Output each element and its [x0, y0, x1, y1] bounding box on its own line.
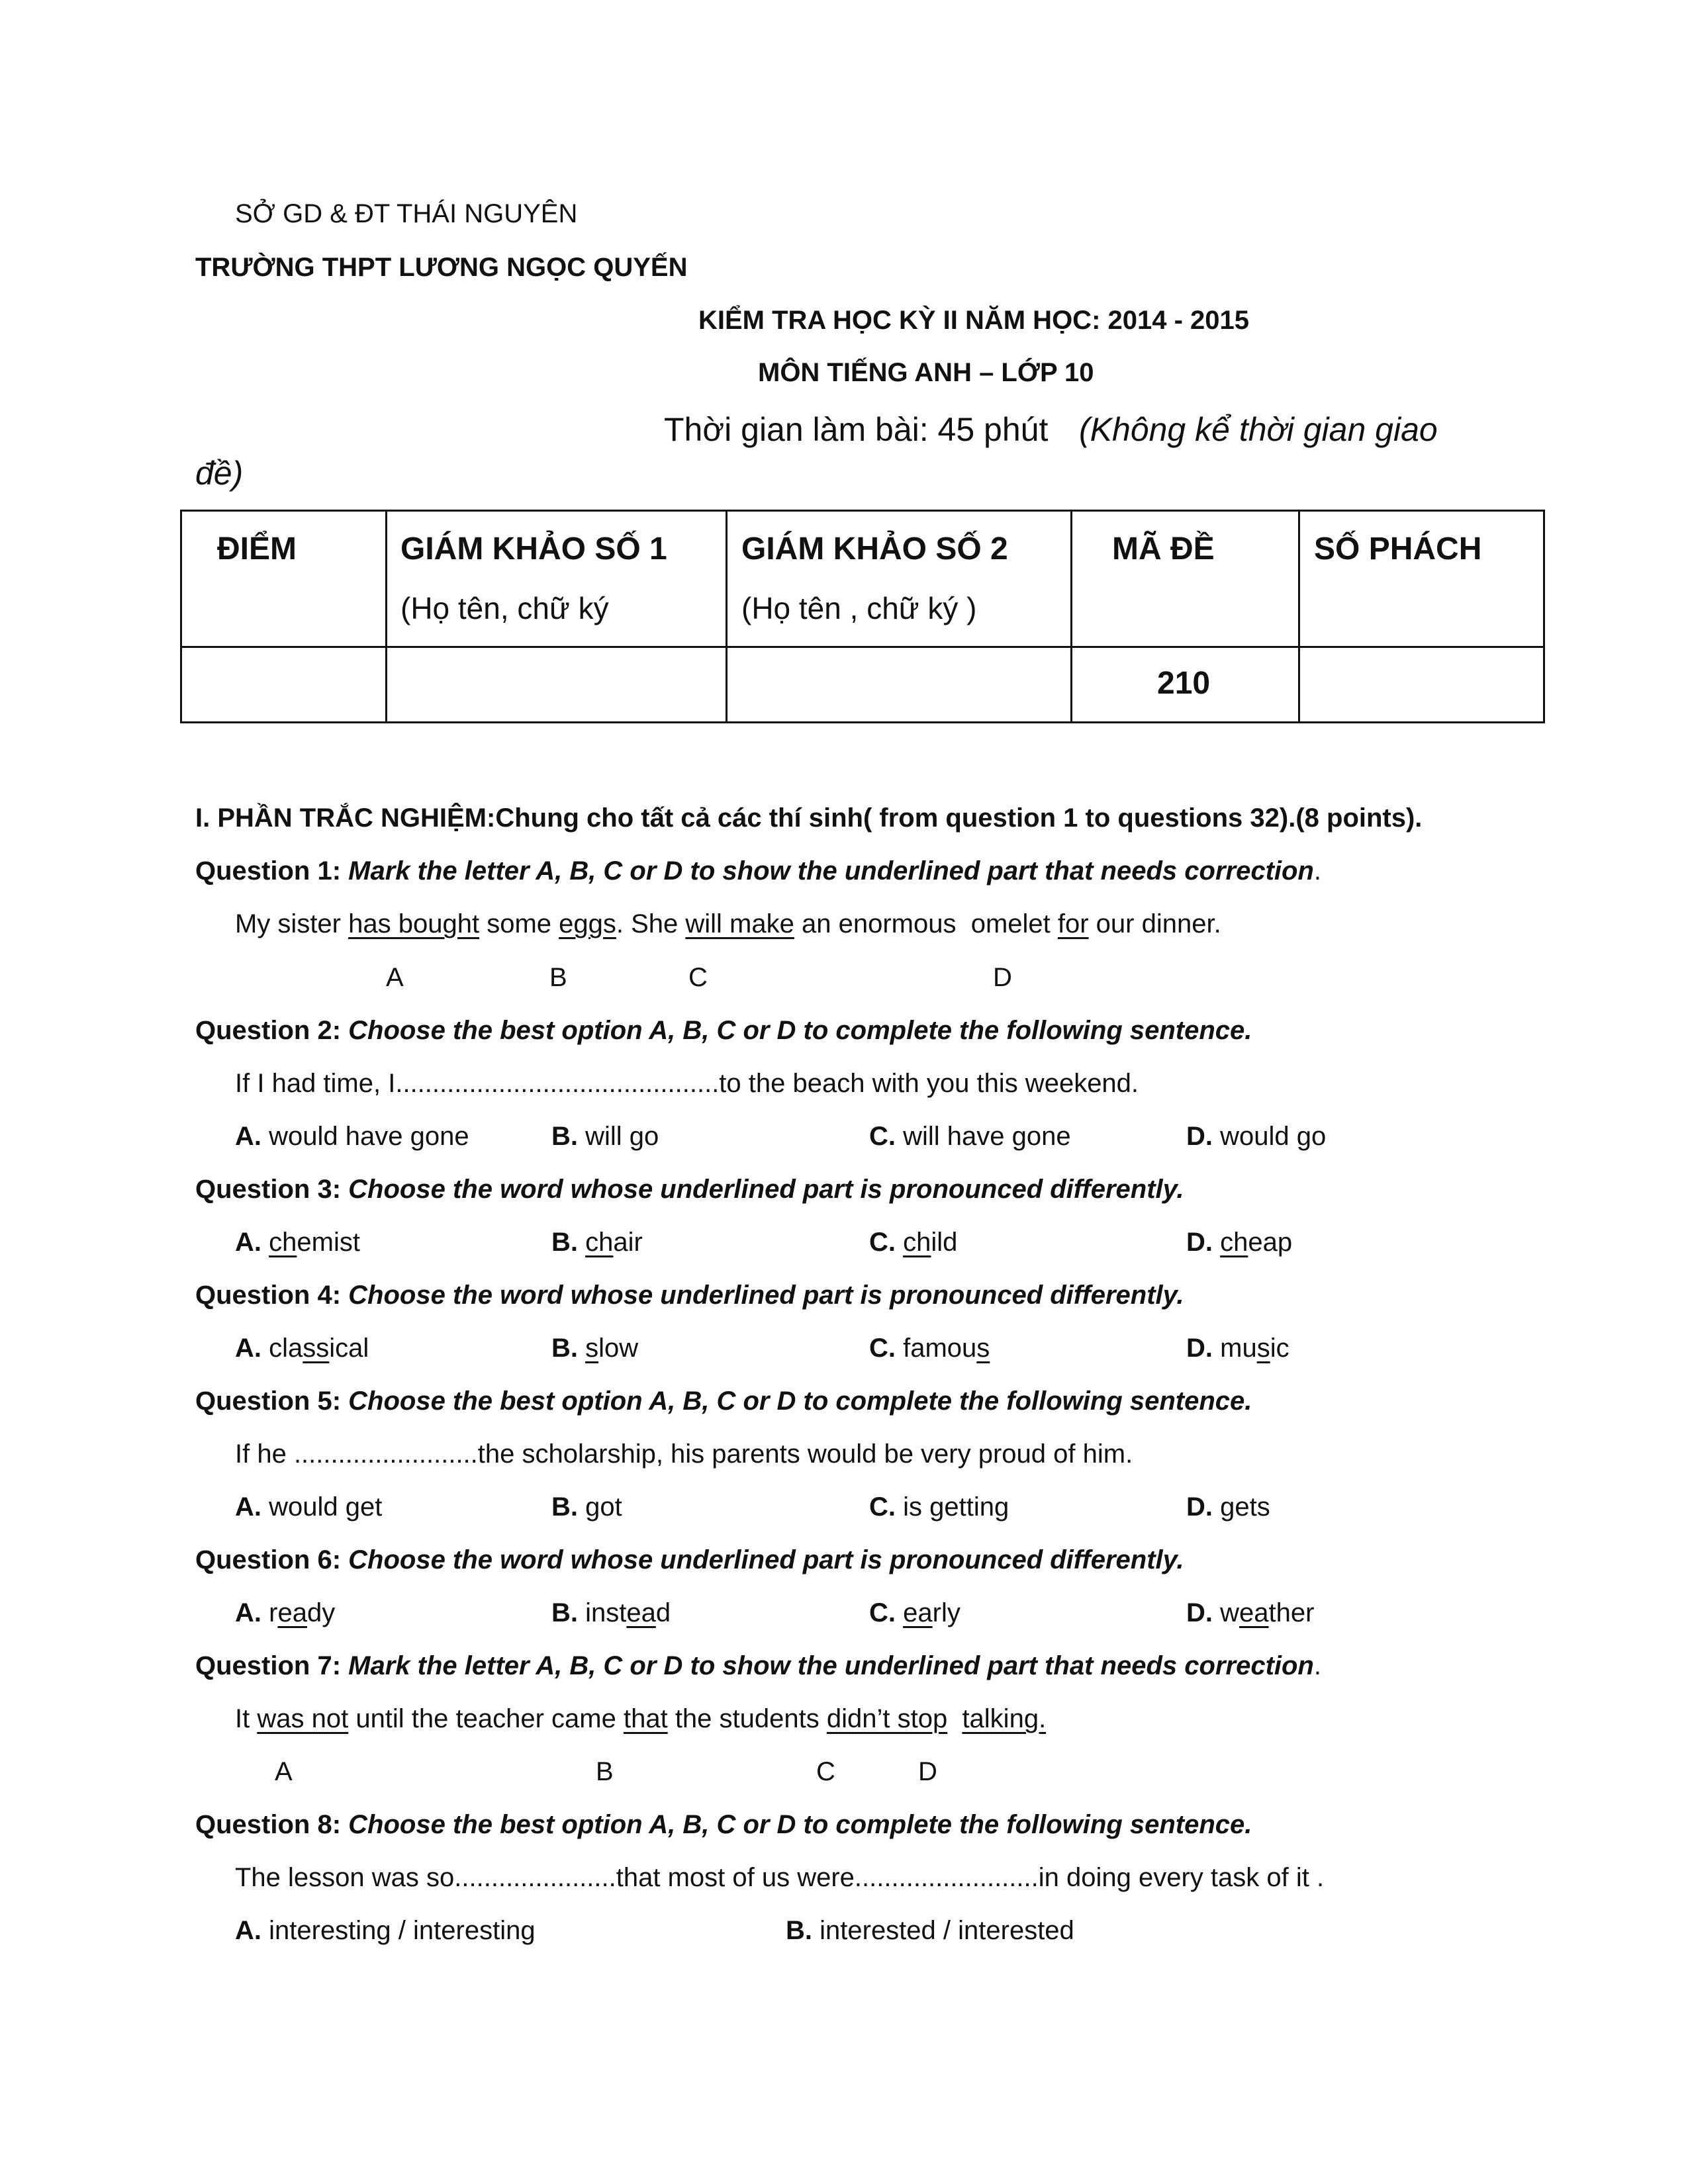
question-2-sentence: If I had time, I............................................to the beach with you this weekend.	[235, 1069, 1139, 1098]
question-2-option-c[interactable]: C. will have gone	[869, 1122, 1071, 1151]
exam-code-value: 210	[1157, 666, 1211, 701]
question-2-option-d[interactable]: D. would go	[1186, 1122, 1327, 1151]
question-8-sentence: The lesson was so......................that most of us were.........................in doing every task of it .	[235, 1863, 1325, 1892]
question-8-option-b[interactable]: B. interested / interested	[786, 1916, 1074, 1945]
time-note-cont: đề)	[195, 455, 244, 492]
question-1-letter-b: B	[549, 963, 567, 992]
question-4-prompt: Question 4: Choose the word whose underlined part is pronounced differently.	[195, 1281, 1184, 1310]
section-heading: I. PHẦN TRẮC NGHIỆM:Chung cho tất cả các thí sinh( from question 1 to questions 32).(8 points).	[195, 803, 1423, 833]
score-header: ĐIỂM	[217, 531, 297, 567]
question-4-option-a[interactable]: A. classical	[235, 1334, 369, 1363]
question-2-option-b[interactable]: B. will go	[551, 1122, 659, 1151]
subject-title: MÔN TIẾNG ANH – LỚP 10	[758, 358, 1094, 387]
question-5-prompt: Question 5: Choose the best option A, B, C or D to complete the following sentence.	[195, 1387, 1252, 1416]
question-5-sentence: If he .........................the scholarship, his parents would be very proud of him.	[235, 1439, 1133, 1469]
question-3-option-d[interactable]: D. cheap	[1186, 1228, 1293, 1257]
time-note: (Không kể thời gian giao	[1079, 411, 1438, 448]
question-1-prompt: Question 1: Mark the letter A, B, C or D to show the underlined part that needs correction.	[195, 856, 1321, 886]
examiner2-sub: (Họ tên , chữ ký )	[741, 591, 977, 625]
question-7-letter-d: D	[918, 1757, 937, 1786]
question-6-option-a[interactable]: A. ready	[235, 1598, 336, 1627]
question-1-letter-c: C	[688, 963, 708, 992]
question-2-option-a[interactable]: A. would have gone	[235, 1122, 469, 1151]
question-5-option-b[interactable]: B. got	[551, 1492, 622, 1522]
question-6-option-b[interactable]: B. instead	[551, 1598, 671, 1627]
question-2-prompt: Question 2: Choose the best option A, B, C or D to complete the following sentence.	[195, 1016, 1252, 1045]
question-4-option-d[interactable]: D. music	[1186, 1334, 1289, 1363]
question-1-letter-a: A	[386, 963, 404, 992]
question-8-prompt: Question 8: Choose the best option A, B, C or D to complete the following sentence.	[195, 1810, 1252, 1839]
question-6-prompt: Question 6: Choose the word whose underlined part is pronounced differently.	[195, 1545, 1184, 1574]
question-7-letter-b: B	[596, 1757, 614, 1786]
department-name: SỞ GD & ĐT THÁI NGUYÊN	[235, 199, 578, 228]
question-5-option-c[interactable]: C. is getting	[869, 1492, 1009, 1522]
time-label: Thời gian làm bài: 45 phút	[664, 411, 1049, 448]
exam-code-header: MÃ ĐỀ	[1112, 531, 1215, 567]
question-7-prompt: Question 7: Mark the letter A, B, C or D to show the underlined part that needs correction.	[195, 1651, 1321, 1680]
question-3-option-a[interactable]: A. chemist	[235, 1228, 360, 1257]
question-3-option-b[interactable]: B. chair	[551, 1228, 643, 1257]
question-5-option-d[interactable]: D. gets	[1186, 1492, 1270, 1522]
examiner1-header: GIÁM KHẢO SỐ 1	[400, 531, 667, 567]
question-1-sentence: My sister has bought some eggs. She will make an enormous omelet for our dinner.	[235, 909, 1221, 938]
question-5-option-a[interactable]: A. would get	[235, 1492, 383, 1522]
question-1-letter-d: D	[993, 963, 1012, 992]
question-7-letter-c: C	[816, 1757, 835, 1786]
exam-title: KIỂM TRA HỌC KỲ II NĂM HỌC: 2014 - 2015	[698, 306, 1250, 335]
question-7-sentence: It was not until the teacher came that the students didn’t stop talking.	[235, 1704, 1047, 1733]
question-4-option-b[interactable]: B. slow	[551, 1334, 639, 1363]
question-4-option-c[interactable]: C. famous	[869, 1334, 990, 1363]
question-6-option-c[interactable]: C. early	[869, 1598, 961, 1627]
serial-header: SỐ PHÁCH	[1314, 531, 1482, 567]
examiner2-header: GIÁM KHẢO SỐ 2	[741, 531, 1008, 567]
school-name: TRƯỜNG THPT LƯƠNG NGỌC QUYẾN	[195, 253, 688, 282]
question-7-letter-a: A	[275, 1757, 293, 1786]
examiner1-sub: (Họ tên, chữ ký	[400, 591, 609, 625]
question-3-option-c[interactable]: C. child	[869, 1228, 958, 1257]
question-3-prompt: Question 3: Choose the word whose underlined part is pronounced differently.	[195, 1175, 1184, 1204]
question-8-option-a[interactable]: A. interesting / interesting	[235, 1916, 536, 1945]
question-6-option-d[interactable]: D. weather	[1186, 1598, 1315, 1627]
